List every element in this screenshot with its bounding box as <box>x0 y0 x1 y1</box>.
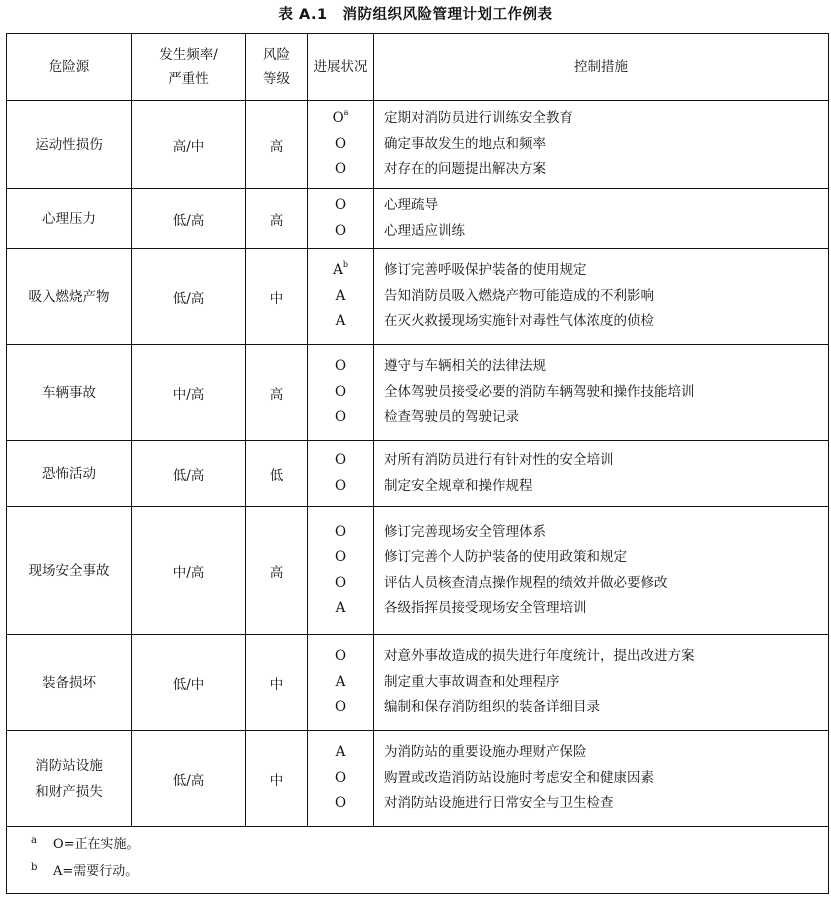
cell-risk-level: 高 <box>246 189 308 249</box>
status-value: O <box>332 110 344 127</box>
cell-status <box>308 635 374 731</box>
status-item <box>308 644 373 670</box>
measure-item: 制定安全规章和操作规程 <box>384 477 533 494</box>
cell-measures <box>374 635 829 731</box>
cell-status <box>308 441 374 507</box>
cell-frequency: 中/高 <box>132 507 246 635</box>
measure-item: 修订完善个人防护装备的使用政策和规定 <box>384 549 627 565</box>
cell-hazard <box>7 441 132 507</box>
measure-item: 心理疏导 <box>384 197 438 213</box>
cell-status <box>308 101 374 189</box>
notes-row <box>7 827 829 894</box>
hazard-text: 车辆事故 <box>42 384 96 401</box>
status-item <box>308 284 373 310</box>
header-row <box>7 34 829 101</box>
measure-item: 编制和保存消防组织的装备详细目录 <box>384 699 600 716</box>
status-item <box>308 258 373 284</box>
status-value: O <box>334 549 347 565</box>
measure-item: 全体驾驶员接受必要的消防车辆驾驶和操作技能培训 <box>384 383 695 400</box>
footnote-marker: b <box>342 260 348 270</box>
cell-measures <box>374 731 829 827</box>
table-row <box>7 507 829 635</box>
cell-risk-level: 高 <box>246 507 308 635</box>
status-item <box>308 545 373 571</box>
cell-status <box>308 507 374 635</box>
table-row <box>7 189 829 249</box>
cell-hazard <box>7 101 132 189</box>
status-item <box>308 520 373 546</box>
measure-item: 检查驾驶员的驾驶记录 <box>384 409 519 426</box>
hazard-text: 现场安全事故 <box>28 562 110 579</box>
note-text: O=正在实施。 <box>53 837 140 852</box>
cell-frequency: 低/高 <box>132 731 246 827</box>
measure-item: 评估人员核查清点操作规程的绩效并做必要修改 <box>384 574 668 591</box>
table-row <box>7 635 829 731</box>
table-row <box>7 441 829 507</box>
status-value: A <box>335 287 346 304</box>
note-b <box>31 858 828 885</box>
hazard-text: 装备损坏 <box>42 674 96 691</box>
status-value: O <box>334 795 347 812</box>
cell-frequency: 高/中 <box>132 101 246 189</box>
header-level-line2: 等级 <box>263 71 290 87</box>
status-value: O <box>334 222 347 239</box>
header-frequency <box>132 34 246 101</box>
risk-management-table <box>6 33 829 894</box>
cell-hazard <box>7 507 132 635</box>
cell-status <box>308 189 374 249</box>
table-row <box>7 249 829 345</box>
header-level-line1: 风险 <box>263 47 290 63</box>
hazard-text: 和财产损失 <box>35 783 103 800</box>
note-a <box>31 831 828 858</box>
cell-risk-level: 中 <box>246 635 308 731</box>
hazard-text: 消防站设施 <box>35 757 103 774</box>
status-item <box>308 474 373 500</box>
cell-frequency: 低/高 <box>132 249 246 345</box>
status-value: A <box>335 600 346 616</box>
status-item <box>308 791 373 817</box>
measure-item: 对所有消防员进行有针对性的安全培训 <box>384 452 614 468</box>
status-item <box>308 380 373 406</box>
header-frequency-line1: 发生频率/ <box>159 47 218 63</box>
footnote-marker: a <box>343 108 349 118</box>
measure-item: 制定重大事故调查和处理程序 <box>384 673 560 690</box>
measure-item: 购置或改造消防站设施时考虑安全和健康因素 <box>384 769 654 786</box>
cell-measures <box>374 507 829 635</box>
cell-hazard <box>7 249 132 345</box>
cell-risk-level: 低 <box>246 441 308 507</box>
status-item <box>308 448 373 474</box>
measure-item: 对意外事故造成的损失进行年度统计，提出改进方案 <box>384 648 695 665</box>
cell-risk-level: 高 <box>246 101 308 189</box>
measure-item: 修订完善现场安全管理体系 <box>384 523 546 540</box>
measure-item: 对消防站设施进行日常安全与卫生检查 <box>384 795 614 812</box>
hazard-text: 运动性损伤 <box>35 136 103 153</box>
cell-hazard <box>7 189 132 249</box>
table-notes <box>7 827 829 894</box>
measure-item: 告知消防员吸入燃烧产物可能造成的不利影响 <box>384 287 654 304</box>
cell-risk-level: 中 <box>246 249 308 345</box>
cell-frequency: 中/高 <box>132 345 246 441</box>
measure-item: 确定事故发生的地点和频率 <box>384 135 546 152</box>
status-value: O <box>334 699 347 716</box>
header-hazard: 危险源 <box>7 34 132 101</box>
table-row <box>7 101 829 189</box>
header-frequency-line2: 严重性 <box>168 71 209 87</box>
cell-measures <box>374 345 829 441</box>
cell-status <box>308 345 374 441</box>
status-item <box>308 571 373 597</box>
table-body <box>7 101 829 827</box>
status-value: O <box>334 523 347 540</box>
status-item <box>308 219 373 245</box>
status-value: A <box>335 744 346 761</box>
measure-item: 定期对消防员进行训练安全教育 <box>384 110 573 127</box>
cell-hazard <box>7 635 132 731</box>
status-value: A <box>335 313 346 330</box>
cell-measures <box>374 249 829 345</box>
cell-status <box>308 249 374 345</box>
cell-measures <box>374 101 829 189</box>
status-value: O <box>334 452 347 468</box>
status-value: O <box>334 358 347 375</box>
status-item <box>308 695 373 721</box>
header-status: 进展状况 <box>308 34 374 101</box>
measure-item: 修订完善呼吸保护装备的使用规定 <box>384 262 587 279</box>
status-item <box>308 157 373 183</box>
cell-hazard <box>7 345 132 441</box>
status-item <box>308 354 373 380</box>
status-value: O <box>334 383 347 400</box>
measure-item: 各级指挥员接受现场安全管理培训 <box>384 600 587 616</box>
table-title: 表 A.1 消防组织风险管理计划工作例表 <box>278 7 553 23</box>
cell-measures <box>374 441 829 507</box>
cell-risk-level: 中 <box>246 731 308 827</box>
status-value: O <box>334 769 347 786</box>
note-mark: b <box>31 862 38 873</box>
header-measures: 控制措施 <box>374 34 829 101</box>
status-item <box>308 405 373 431</box>
status-value: O <box>334 477 347 494</box>
status-item <box>308 309 373 335</box>
status-value: O <box>334 574 347 591</box>
table-row <box>7 731 829 827</box>
status-value: O <box>334 161 347 178</box>
status-value: O <box>334 135 347 152</box>
status-value: O <box>334 409 347 426</box>
status-item <box>308 132 373 158</box>
table-row <box>7 345 829 441</box>
measure-item: 为消防站的重要设施办理财产保险 <box>384 744 587 761</box>
cell-frequency: 低/高 <box>132 441 246 507</box>
status-value: A <box>335 673 346 690</box>
cell-risk-level: 高 <box>246 345 308 441</box>
cell-measures <box>374 189 829 249</box>
status-item <box>308 193 373 219</box>
status-item <box>308 670 373 696</box>
hazard-text: 吸入燃烧产物 <box>28 288 110 305</box>
cell-frequency: 低/中 <box>132 635 246 731</box>
measure-item: 在灭火救援现场实施针对毒性气体浓度的侦检 <box>384 313 654 330</box>
header-level <box>246 34 308 101</box>
status-value: A <box>333 262 343 279</box>
note-mark: a <box>31 835 37 846</box>
status-value: O <box>334 197 347 213</box>
measure-item: 心理适应训练 <box>384 222 465 239</box>
hazard-text: 心理压力 <box>42 210 96 227</box>
cell-hazard <box>7 731 132 827</box>
note-text: A=需要行动。 <box>53 864 139 879</box>
status-item <box>308 596 373 622</box>
status-item <box>308 766 373 792</box>
hazard-text: 恐怖活动 <box>42 465 96 482</box>
status-value: O <box>334 648 347 665</box>
status-item <box>308 106 373 132</box>
status-item <box>308 740 373 766</box>
cell-frequency: 低/高 <box>132 189 246 249</box>
measure-item: 遵守与车辆相关的法律法规 <box>384 358 546 375</box>
cell-status <box>308 731 374 827</box>
measure-item: 对存在的问题提出解决方案 <box>384 161 546 178</box>
